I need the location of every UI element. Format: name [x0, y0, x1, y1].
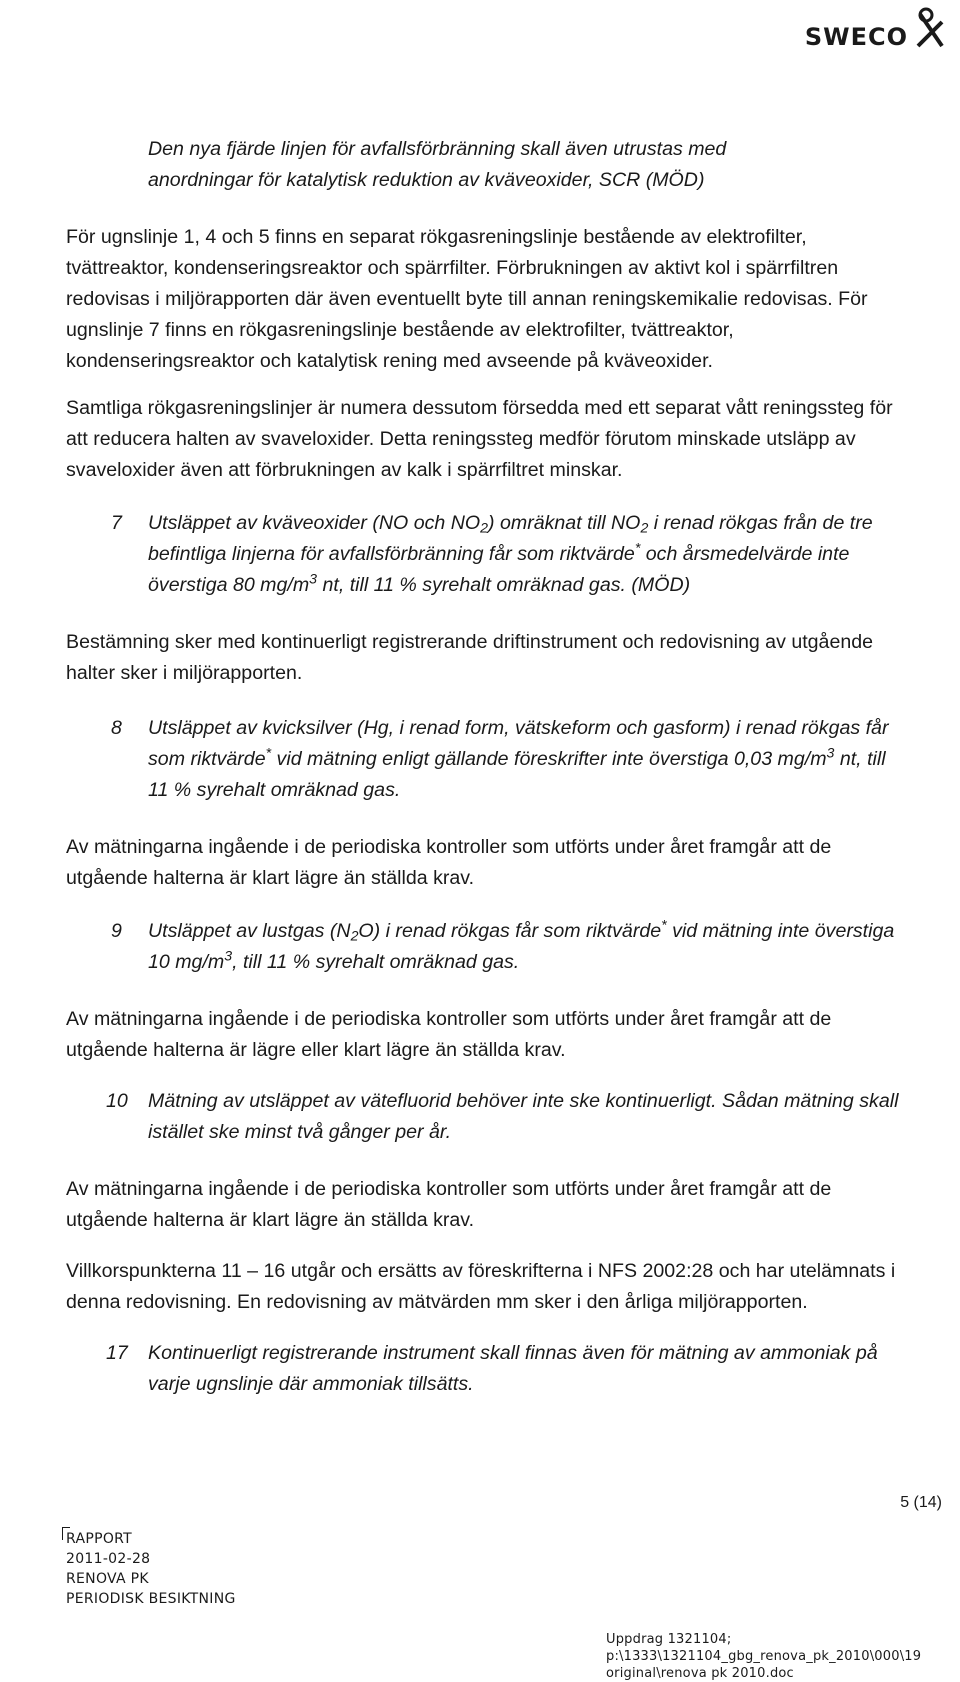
condition-number: 7: [111, 512, 122, 534]
condition-item-9: 9 Utsläppet av lustgas $(N_2O)$ i renad rökgas får som riktvärde* vid mätning inte överstiga 10 $mg/m^3$, till 11 % syrehalt omräknad gas.: [111, 916, 895, 973]
footer-corner-mark-vertical: [62, 1528, 63, 1540]
paragraph-matningar-9: Av mätningarna ingående i de periodiska kontroller som utförts under året framgår att de utgående halterna är lägre eller klart lägre än ställda krav.: [66, 1008, 832, 1061]
footer-doc-type: RAPPORT: [66, 1531, 133, 1547]
paragraph-matningar-10: Av mätningarna ingående i de periodiska kontroller som utförts under året framgår att de utgående halterna är klart lägre än ställda krav.: [66, 1178, 832, 1231]
footer-document-info: [66, 1529, 236, 1609]
footer-date: 2011-02-28: [66, 1551, 151, 1567]
paragraph-matningar-8: Av mätningarna ingående i de periodiska kontroller som utförts under året framgår att de utgående halterna är klart lägre än ställda krav.: [66, 836, 832, 889]
condition-item-10: 10 Mätning av utsläppet av vätefluorid behöver inte ske kontinuerligt. Sådan mätning skall istället ske minst två gånger per år.: [66, 1086, 906, 1148]
document-body: [66, 134, 906, 1400]
condition-number: 8: [111, 717, 122, 739]
footer-subject: PERIODISK BESIKTNING: [66, 1591, 236, 1607]
condition-item-7: 7 Utsläppet av kväveoxider (NO och $NO_2$) omräknat till $NO_2$ i renad rökgas från de tre befintliga linjerna för avfallsförbränning får som riktvärde* och årsmedelvärde inte överstiga 80 $mg/m^3$ nt, till 11 % syrehalt omräknad gas. (MÖD): [66, 508, 906, 601]
footer-file-info: [606, 1631, 960, 1682]
paragraph-ugnslinjer: För ugnslinje 1, 4 och 5 finns en separat rökgasreningslinje bestående av elektrofilter, tvättreaktor, kondenseringsreaktor och spärrfilter. Förbrukningen av aktivt kol i spärrfiltren redovisas i miljörapporten där även eventuellt byte till annan reningskemikalie redovisas. För ugnslinje 7 finns en rökgasreningslinje bestående av elektrofilter, tvättreaktor, kondenseringsreaktor och katalytisk rening med avseende på kväveoxider.: [66, 226, 868, 372]
intro-line-1: Den nya fjärde linjen för avfallsförbränning skall även utrustas med: [148, 138, 727, 160]
paragraph-villkorspunkter: Villkorspunkterna 11 – 16 utgår och ersätts av föreskrifterna i NFS 2002:28 och har utelämnats i denna redovisning. En redovisning av mätvärden mm sker i den årliga miljörapporten.: [66, 1260, 896, 1313]
logo-text: SWECO: [804, 23, 908, 51]
page-number: 5 (14): [900, 1494, 942, 1511]
intro-paragraph: [148, 134, 906, 196]
footer-project: RENOVA PK: [66, 1571, 149, 1587]
paragraph-bestamning: Bestämning sker med kontinuerligt registrerande driftinstrument och redovisning av utgående halter sker i miljörapporten.: [66, 631, 874, 684]
paragraph-rokgasrening: Samtliga rökgasreningslinjer är numera dessutom försedda med ett separat vått reningssteg för att reducera halten av svaveloxider. Detta reningssteg medför förutom minskade utsläpp av svaveloxider även att förbrukningen av kalk i spärrfiltret minskar.: [66, 397, 893, 481]
sweco-logo: [802, 6, 952, 50]
condition-number: 10: [106, 1090, 128, 1112]
footer-assignment: Uppdrag 1321104;: [606, 1632, 732, 1647]
condition-item-17: 17 Kontinuerligt registrerande instrument skall finnas även för mätning av ammoniak på varje ugnslinje där ammoniak tillsätts.: [66, 1338, 906, 1400]
footer-corner-mark: [62, 1527, 70, 1528]
sweco-mark-icon: [910, 6, 948, 50]
intro-line-2: anordningar för katalytisk reduktion av kväveoxider, SCR (MÖD): [148, 169, 705, 191]
footer-file-path: p:\1333\1321104_gbg_renova_pk_2010\000\19 original\renova pk 2010.doc: [606, 1649, 922, 1681]
condition-number: 9: [111, 920, 122, 942]
condition-item-8: 8 Utsläppet av kvicksilver (Hg, i renad form, vätskeform och gasform) i renad rökgas får som riktvärde* vid mätning enligt gällande föreskrifter inte överstiga 0,03 $mg/m^3$ nt, till 11 % syrehalt omräknad gas.: [66, 713, 906, 806]
condition-number: 17: [106, 1342, 128, 1364]
